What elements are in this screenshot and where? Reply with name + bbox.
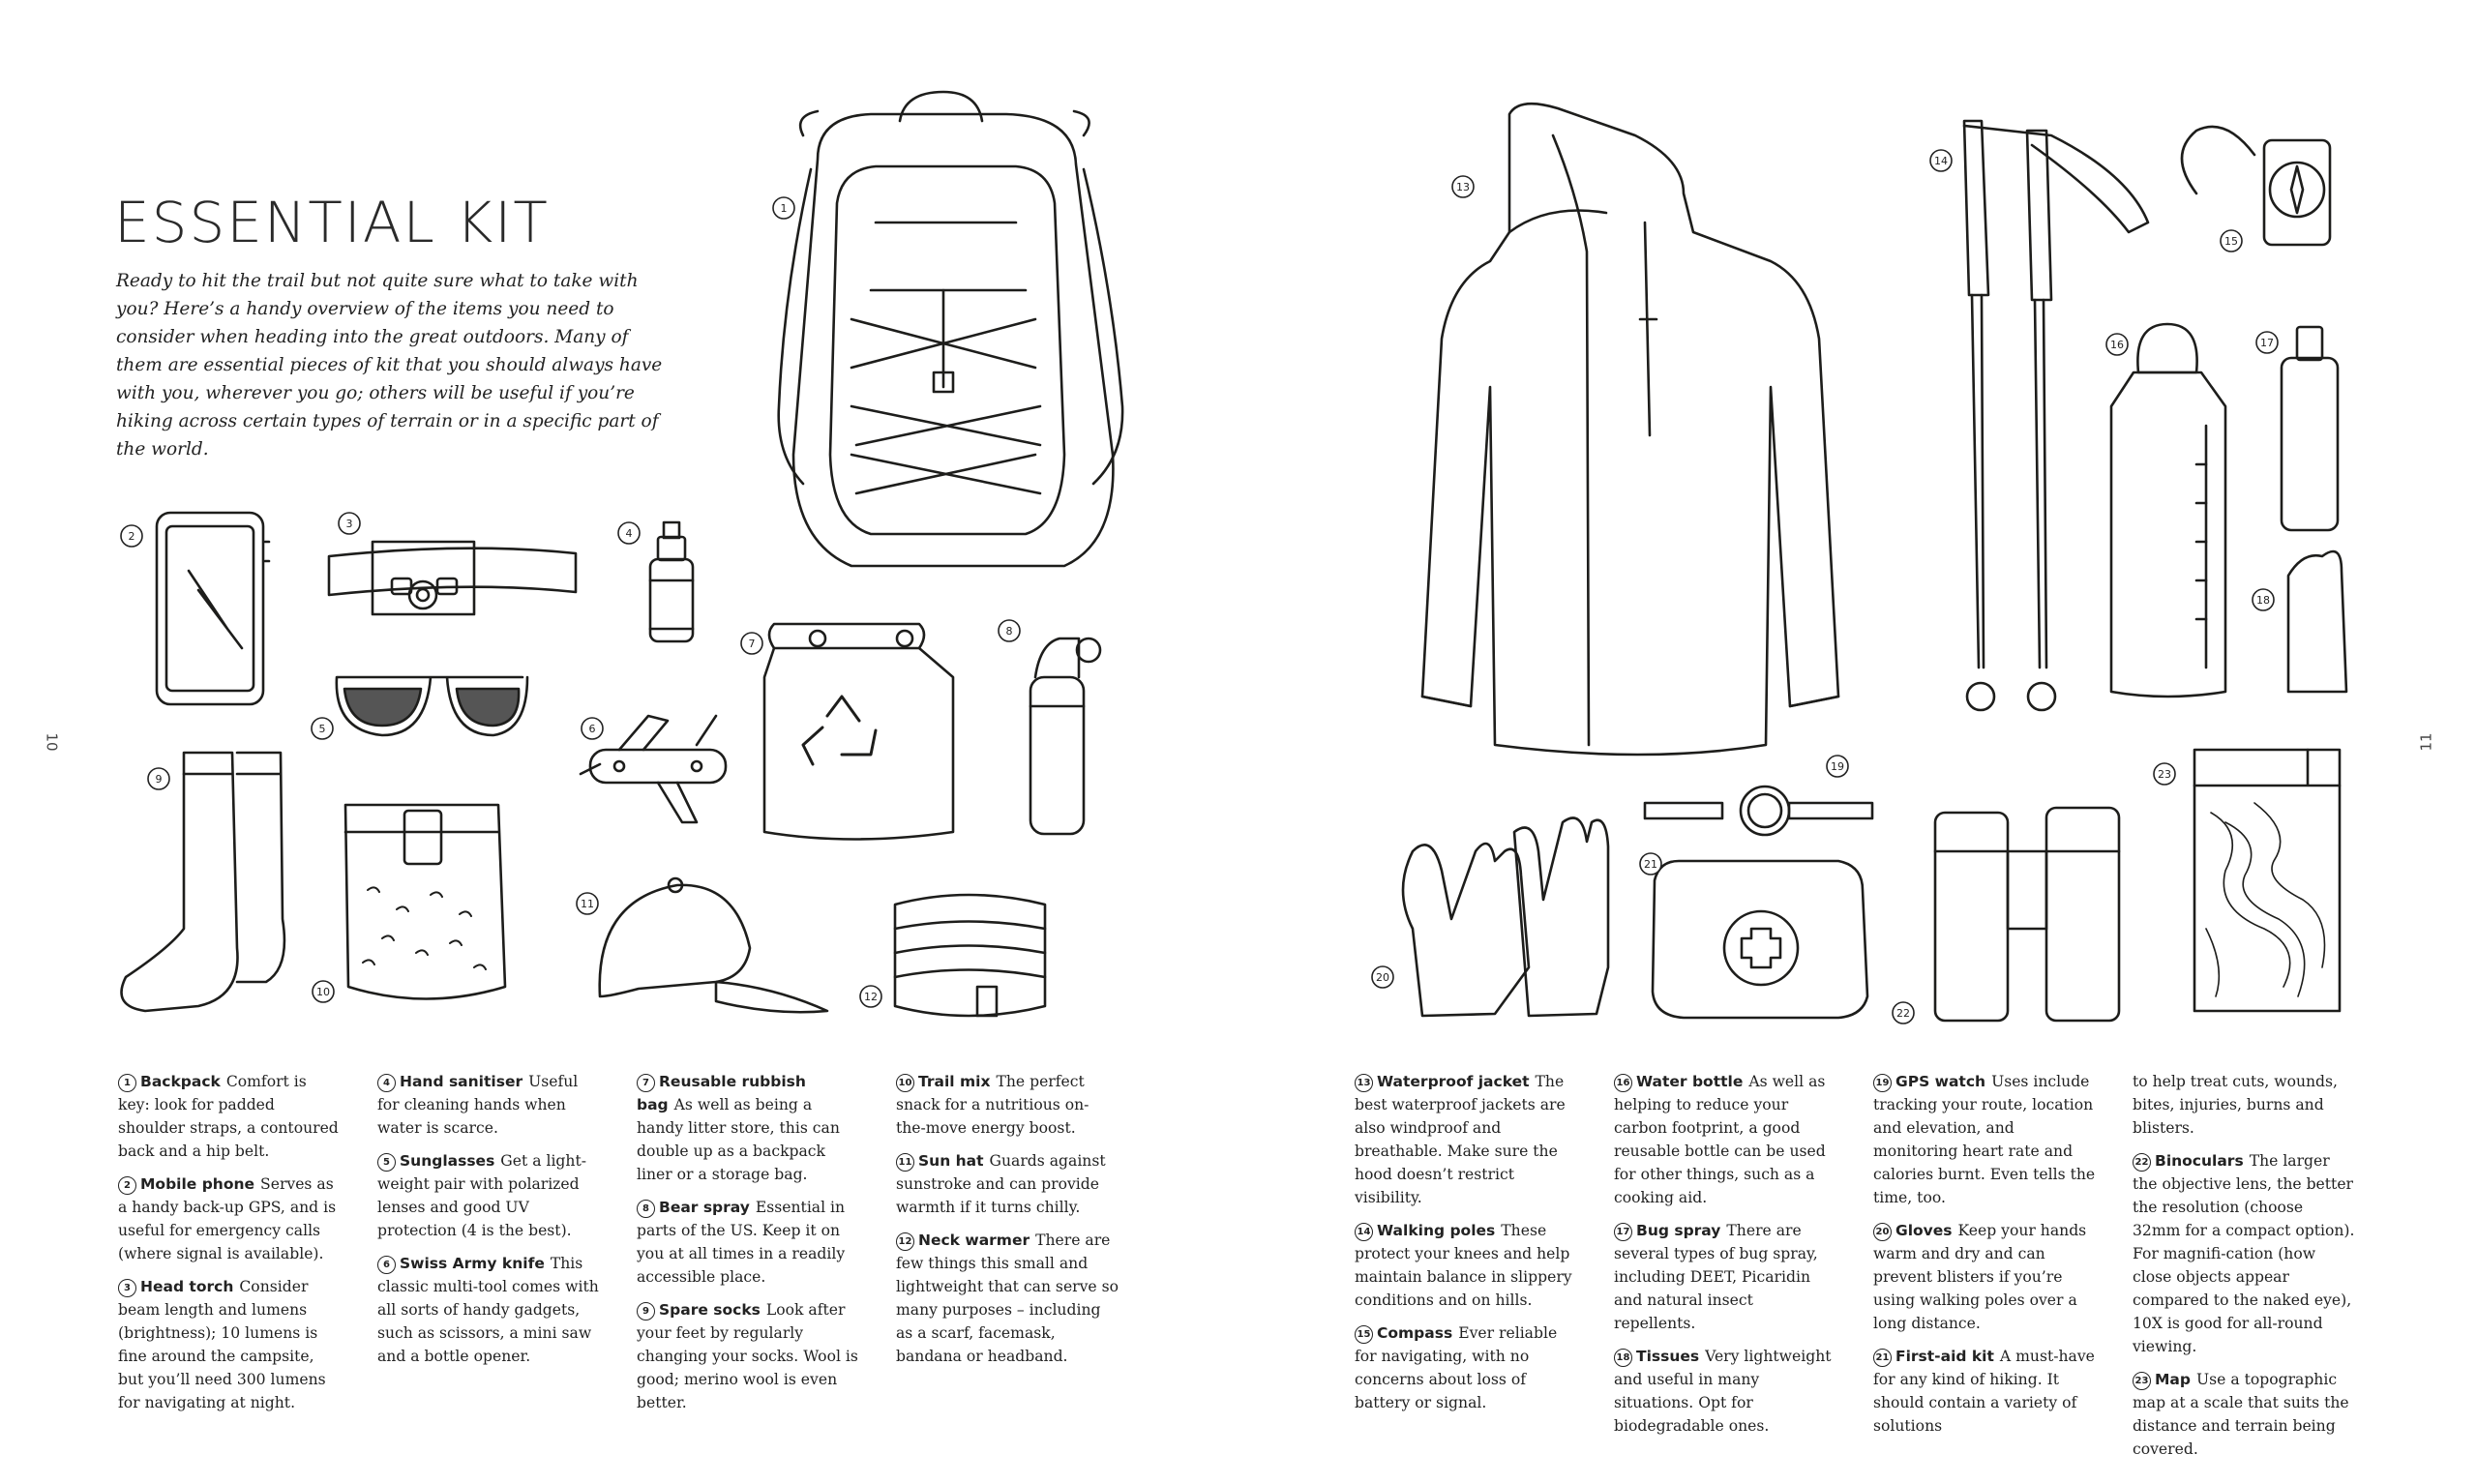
legend-entry [1614,1219,1836,1335]
legend-entry [1355,1219,1577,1312]
entry-body: Look after your feet by regularly changing your socks. Wool is good; merino wool is even better. [637,1301,858,1411]
entry-body: Get a light-weight pair with polarized lenses and good UV protection (4 is the best). [377,1152,586,1239]
entry-title: Map [2155,1371,2191,1388]
legend-entry [1873,1070,2096,1209]
water-bottle-icon [2111,324,2225,697]
marker-16: 16 [2110,339,2124,351]
marker-2: 2 [128,530,135,543]
mobile-phone-icon [157,513,269,704]
legend-entry [2133,1368,2355,1461]
entry-title: GPS watch [1895,1073,1986,1090]
trail-mix-icon [345,805,505,999]
entry-body: There are several types of bug spray, including DEET, Picaridin and natural insect repellents. [1614,1222,1818,1332]
entry-body: Essential in parts of the US. Keep it on you at all times in a readily accessible place. [637,1199,846,1286]
entry-number: 5 [377,1153,396,1172]
entry-title: Mobile phone [140,1175,255,1193]
marker-8: 8 [1005,625,1013,638]
bear-spray-icon [1030,638,1100,834]
map-icon [2194,750,2340,1011]
marker-6: 6 [588,723,596,735]
walking-poles-icon [1964,121,2148,710]
legend-entry [377,1070,600,1140]
entry-title: Backpack [140,1073,221,1090]
legend-entry [118,1070,341,1163]
legend-entry [637,1298,859,1414]
legend-entry [377,1252,600,1368]
entry-body: The best waterproof jackets are also windproof and breathable. Make sure the hood doesn’t restrict visibility. [1355,1073,1566,1206]
entry-number: 10 [896,1074,914,1092]
legend-entry [896,1070,1119,1140]
marker-23: 23 [2158,768,2171,781]
marker-20: 20 [1376,971,1389,984]
entry-number: 4 [377,1074,396,1092]
entry-title: Head torch [140,1278,234,1295]
entry-number: 8 [637,1200,655,1218]
entry-body: These protect your knees and help maintain balance in slippery conditions and on hills. [1355,1222,1572,1309]
entry-body: As well as helping to reduce your carbon footprint, a good reusable bottle can be used for other things, such as a cooking aid. [1614,1073,1826,1206]
marker-13: 13 [1456,181,1470,193]
entry-body: Very lightweight and useful in many situations. Opt for biodegradable ones. [1614,1348,1832,1435]
entry-number: 22 [2133,1153,2151,1172]
jacket-icon [1422,104,1838,755]
hand-sanitiser-icon [650,522,693,641]
legend-entry [1873,1219,2096,1335]
marker-3: 3 [345,518,353,530]
neck-warmer-icon [895,895,1045,1016]
entry-number: 11 [896,1153,914,1172]
entry-body: Comfort is key: look for padded shoulder straps, a contoured back and a hip belt. [118,1073,339,1160]
entry-number: 21 [1873,1349,1892,1367]
entry-body: to help treat cuts, wounds, bites, injuries, burns and blisters. [2133,1073,2339,1137]
entry-title: Reusable rubbish bag [637,1073,806,1113]
legend-entry [118,1275,341,1414]
legend-column-3 [637,1070,859,1424]
entry-title: Bug spray [1636,1222,1721,1239]
legend-column-6 [1614,1070,1836,1447]
head-torch-icon [329,542,576,614]
entry-title: First-aid kit [1895,1348,1994,1365]
page-number-left: 10 [43,732,61,752]
compass-icon [2182,127,2330,245]
legend-entry [1873,1345,2096,1438]
entry-number: 3 [118,1279,136,1297]
entry-number: 1 [118,1074,136,1092]
entry-body: Consider beam length and lumens (brightness); 10 lumens is fine around the campsite, but you’ll need 300 lumens for navigating at night. [118,1278,326,1411]
entry-body: Useful for cleaning hands when water is scarce. [377,1073,579,1137]
entry-number: 7 [637,1074,655,1092]
entry-title: Trail mix [918,1073,991,1090]
bug-spray-icon [2282,327,2338,530]
entry-title: Water bottle [1636,1073,1744,1090]
entry-number: 6 [377,1256,396,1274]
socks-icon [122,753,284,1011]
marker-4: 4 [625,527,633,540]
marker-5: 5 [318,723,326,735]
legend-column-5 [1355,1070,1577,1424]
legend-column-8 [2133,1070,2355,1470]
marker-14: 14 [1934,155,1948,167]
entry-number: 12 [896,1232,914,1251]
legend-entry [1614,1345,1836,1438]
entry-body: The perfect snack for a nutritious on-the-move energy boost. [896,1073,1089,1137]
marker-22: 22 [1896,1007,1910,1020]
page-number-right: 11 [2417,732,2435,752]
marker-19: 19 [1831,760,1844,773]
legend-entry [118,1172,341,1265]
entry-body: Ever reliable for navigating, with no concerns about loss of battery or signal. [1355,1324,1558,1411]
entry-body: Serves as a handy back-up GPS, and is useful for emergency calls (where signal is available). [118,1175,337,1262]
entry-body: Guards against sunstroke and can provide warmth if it turns chilly. [896,1152,1106,1216]
entry-body: Keep your hands warm and dry and can prevent blisters if you’re using walking poles over a long distance. [1873,1222,2087,1332]
entry-number: 19 [1873,1074,1892,1092]
marker-12: 12 [864,991,878,1003]
entry-number: 18 [1614,1349,1632,1367]
gloves-icon [1403,818,1608,1017]
legend-entry [637,1196,859,1289]
entry-body: There are few things this small and lightweight that can serve so many purposes – including as a scarf, facemask, bandana or headband. [896,1232,1119,1365]
marker-11: 11 [581,898,594,910]
legend-column-4 [896,1070,1119,1378]
binoculars-icon [1935,808,2119,1021]
marker-9: 9 [155,773,163,786]
backpack-icon [779,92,1122,566]
sun-hat-icon [600,878,827,1012]
entry-title: Sunglasses [400,1152,495,1170]
entry-title: Tissues [1636,1348,1700,1365]
legend-entry [377,1149,600,1242]
marker-10: 10 [316,986,330,998]
marker-17: 17 [2260,337,2274,349]
legend-entry [637,1070,859,1186]
entry-body: Uses include tracking your route, location and elevation, and monitoring heart rate and calories burnt. Even tells the time, too. [1873,1073,2096,1206]
entry-number: 14 [1355,1223,1373,1241]
marker-7: 7 [748,638,756,650]
gps-watch-icon [1645,787,1872,835]
entry-body: Use a topographic map at a scale that suits the distance and terrain being covered. [2133,1371,2349,1458]
entry-title: Binoculars [2155,1152,2244,1170]
entry-title: Waterproof jacket [1377,1073,1530,1090]
intro-paragraph: Ready to hit the trail but not quite sure what to take with you? Here’s a handy overview of the items you need to consider when heading into the great outdoors. Many of them are essential pieces of kit that you should always have with you, wherever you go; others will be useful if you’re hiking across certain types of terrain or in a specific part of the world. [116,271,663,460]
entry-title: Spare socks [659,1301,761,1319]
entry-number: 16 [1614,1074,1632,1092]
entry-number: 13 [1355,1074,1373,1092]
entry-body: As well as being a handy litter store, this can double up as a backpack liner or a storage bag. [637,1096,840,1183]
entry-number: 9 [637,1302,655,1321]
entry-title: Neck warmer [918,1232,1030,1249]
legend-entry [1614,1070,1836,1209]
marker-21: 21 [1644,858,1657,871]
entry-title: Gloves [1895,1222,1953,1239]
legend-entry [2133,1149,2355,1358]
marker-15: 15 [2224,235,2238,248]
entry-number: 17 [1614,1223,1632,1241]
tissues-icon [2288,551,2346,692]
entry-title: Swiss Army knife [400,1255,545,1272]
rubbish-bag-icon [764,624,953,840]
legend-entry [896,1149,1119,1219]
legend-entry [896,1229,1119,1368]
legend-column-7 [1873,1070,2096,1447]
first-aid-kit-icon [1653,861,1867,1018]
legend-entry-continued [2133,1070,2355,1140]
legend-column-1 [118,1070,341,1424]
entry-title: Hand sanitiser [400,1073,523,1090]
entry-number: 20 [1873,1223,1892,1241]
legend-column-2 [377,1070,600,1378]
entry-title: Bear spray [659,1199,750,1216]
marker-18: 18 [2256,594,2270,607]
page-title: ESSENTIAL KIT [114,190,550,255]
entry-title: Sun hat [918,1152,984,1170]
entry-title: Compass [1377,1324,1453,1342]
marker-1: 1 [780,202,788,215]
entry-body: The larger the objective lens, the better the resolution (choose 32mm for a compact option). For magnifi-cation (how close objects appear compared to the naked eye), 10X is good for all-round viewing. [2133,1152,2355,1355]
entry-number: 2 [118,1176,136,1195]
sunglasses-icon [337,677,527,735]
entry-body: A must-have for any kind of hiking. It should contain a variety of solutions [1873,1348,2095,1435]
legend-entry [1355,1321,1577,1414]
entry-number: 23 [2133,1372,2151,1390]
entry-number: 15 [1355,1325,1373,1344]
entry-title: Walking poles [1377,1222,1496,1239]
legend-entry [1355,1070,1577,1209]
entry-body: This classic multi-tool comes with all sorts of handy gadgets, such as scissors, a mini saw and a bottle opener. [377,1255,599,1365]
